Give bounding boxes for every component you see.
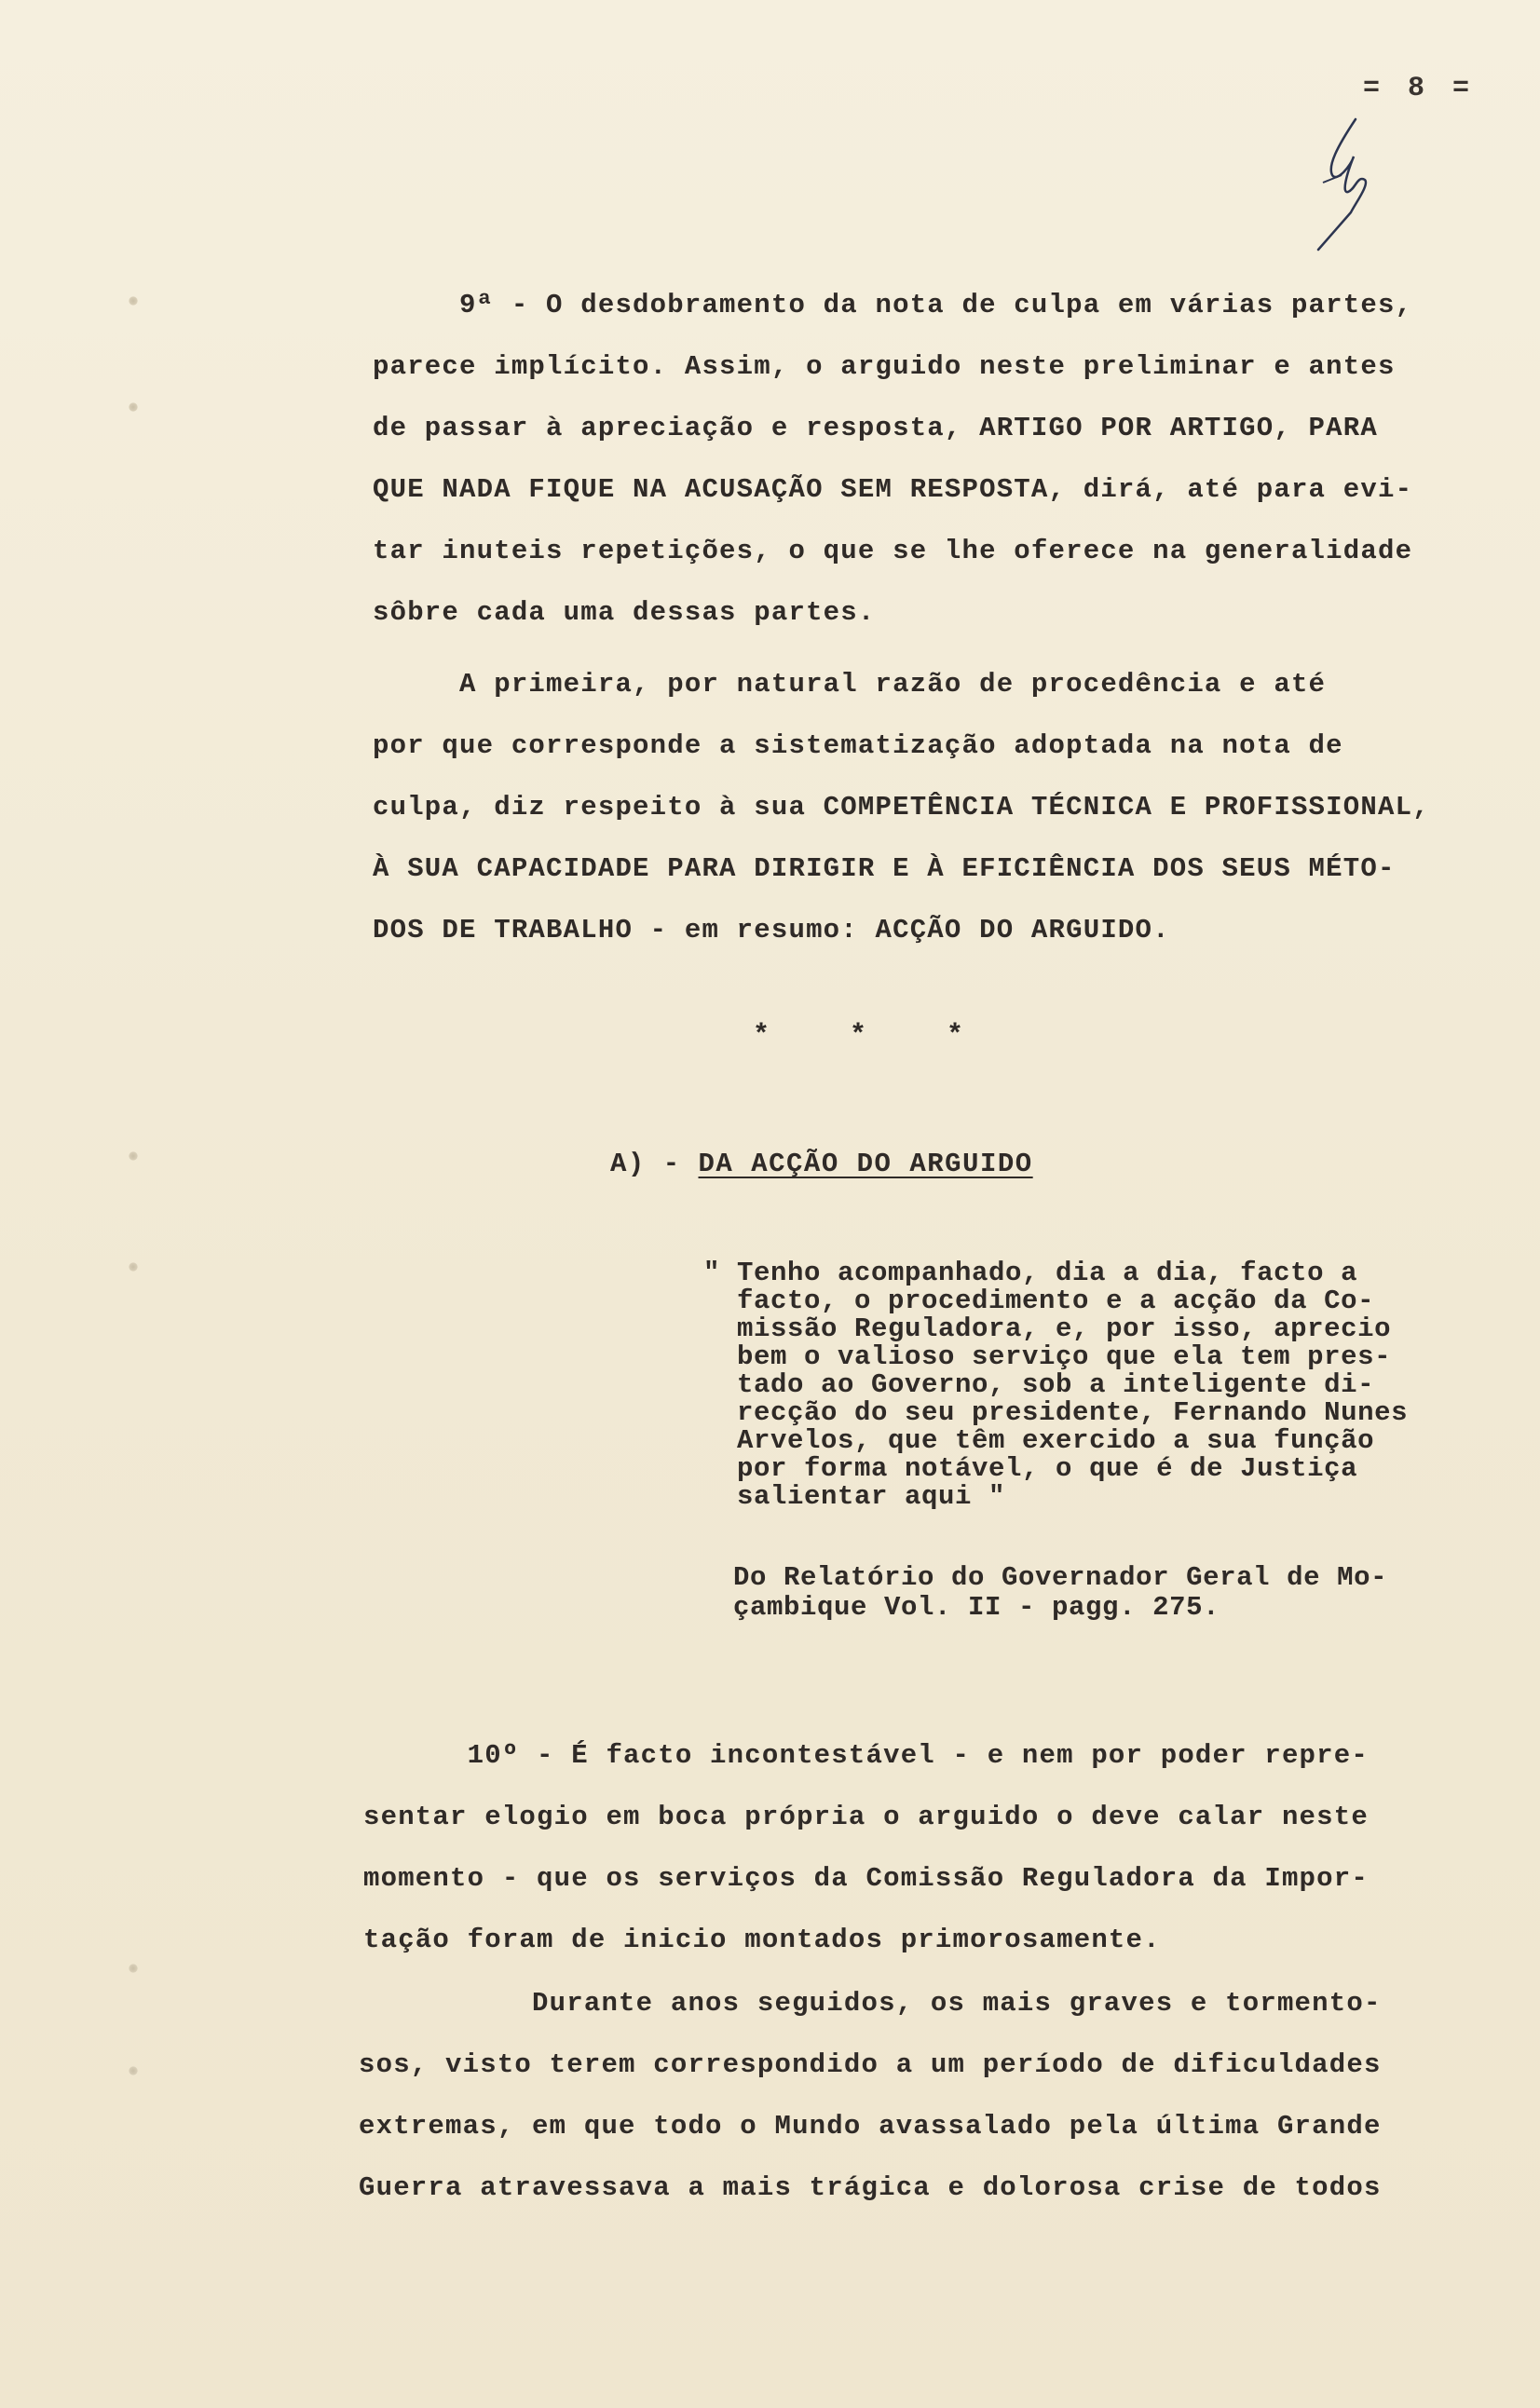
- paragraph-line: sos, visto terem correspondido a um período de dificuldades: [359, 2049, 1382, 2080]
- paragraph-line: A primeira, por natural razão de procedência e até: [373, 669, 1327, 700]
- handwritten-initials-icon: [1300, 110, 1402, 259]
- paragraph-line: parece implícito. Assim, o arguido neste preliminar e antes: [373, 351, 1396, 382]
- punch-mark: [129, 1964, 138, 1973]
- paragraph-line: DOS DE TRABALHO - em resumo: ACÇÃO DO ARGUIDO.: [373, 915, 1170, 946]
- section-heading: [610, 1149, 1033, 1179]
- quote-line: recção do seu presidente, Fernando Nunes: [703, 1397, 1409, 1428]
- page-number: = 8 =: [1362, 73, 1475, 104]
- quote-line: por forma notável, o que é de Justiça: [703, 1453, 1358, 1484]
- quote-line: facto, o procedimento e a acção da Co-: [703, 1286, 1375, 1316]
- section-heading-prefix: A) -: [610, 1149, 699, 1179]
- paragraph-line: de passar à apreciação e resposta, ARTIGO POR ARTIGO, PARA: [373, 413, 1378, 443]
- punch-mark: [129, 1151, 138, 1161]
- quote-source-line: çambique Vol. II - pagg. 275.: [733, 1592, 1220, 1623]
- quote-line: tado ao Governo, sob a inteligente di-: [703, 1369, 1375, 1400]
- quote-source-line: Do Relatório do Governador Geral de Mo-: [733, 1562, 1388, 1593]
- paragraph-line: 10º - É facto incontestável - e nem por poder repre-: [363, 1740, 1369, 1771]
- paragraph-line: tar inuteis repetições, o que se lhe oferece na generalidade: [373, 536, 1413, 566]
- paragraph-line: extremas, em que todo o Mundo avassalado pela última Grande: [359, 2111, 1382, 2142]
- quote-line: bem o valioso serviço que ela tem pres-: [703, 1341, 1392, 1372]
- punch-mark: [129, 402, 138, 412]
- paragraph-line: momento - que os serviços da Comissão Reguladora da Impor-: [363, 1863, 1369, 1894]
- paragraph-line: À SUA CAPACIDADE PARA DIRIGIR E À EFICIÊNCIA DOS SEUS MÉTO-: [373, 853, 1396, 884]
- paragraph-line: Guerra atravessava a mais trágica e dolorosa crise de todos: [359, 2172, 1382, 2203]
- paragraph-line: 9ª - O desdobramento da nota de culpa em várias partes,: [373, 290, 1413, 320]
- paragraph-line: culpa, diz respeito à sua COMPETÊNCIA TÉCNICA E PROFISSIONAL,: [373, 792, 1430, 823]
- section-separator: * * *: [753, 1020, 996, 1052]
- punch-mark: [129, 1262, 138, 1272]
- paragraph-line: Durante anos seguidos, os mais graves e tormento-: [359, 1988, 1382, 2019]
- quote-line: salientar aqui ": [703, 1481, 1006, 1512]
- paragraph-line: sôbre cada uma dessas partes.: [373, 597, 876, 628]
- paragraph-line: tação foram de inicio montados primorosamente.: [363, 1925, 1161, 1955]
- section-heading-title: DA ACÇÃO DO ARGUIDO: [698, 1149, 1033, 1179]
- quote-line: Arvelos, que têm exercido a sua função: [703, 1425, 1375, 1456]
- paragraph-line: sentar elogio em boca própria o arguido o deve calar neste: [363, 1802, 1369, 1832]
- punch-mark: [129, 2066, 138, 2075]
- quote-line: missão Reguladora, e, por isso, aprecio: [703, 1313, 1392, 1344]
- punch-mark: [129, 296, 138, 306]
- paragraph-line: por que corresponde a sistematização adoptada na nota de: [373, 730, 1343, 761]
- quote-line: " Tenho acompanhado, dia a dia, facto a: [703, 1258, 1358, 1288]
- paragraph-line: QUE NADA FIQUE NA ACUSAÇÃO SEM RESPOSTA, dirá, até para evi-: [373, 474, 1413, 505]
